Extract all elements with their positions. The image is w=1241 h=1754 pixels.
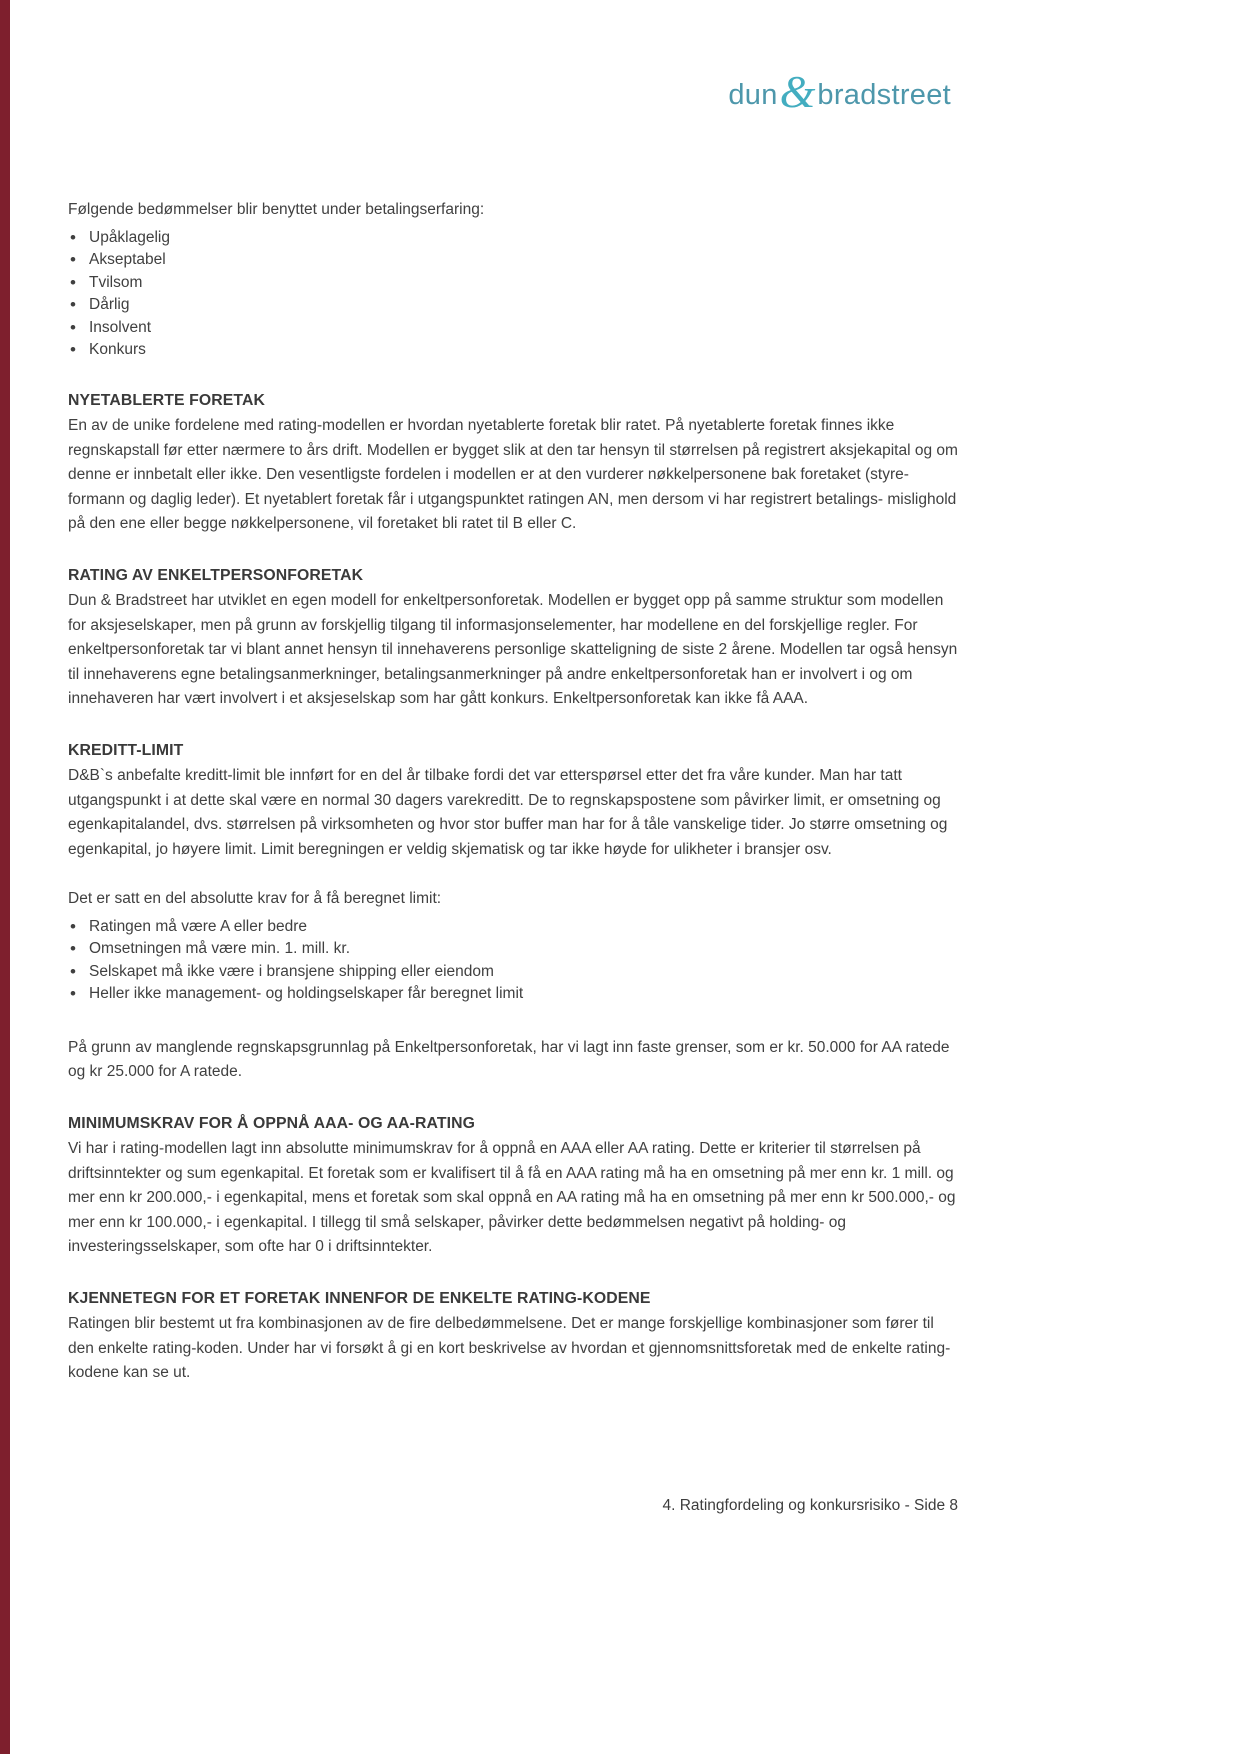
section-paragraph: D&B`s anbefalte kreditt-limit ble innført for en del år tilbake fordi det var etterspørsel etter det fra våre kunder. Man har tatt utgangspunkt i at dette skal være en normal 30 dagers varekreditt. De to regnskapspostene som påvirker limit, er omsetning og egenkapitalandel, dvs. størrelsen på virksomheten og hvor stor buffer man har for å tåle vanskelige tider. Jo større omsetning og egenkapital, jo høyere limit. Limit beregningen er veldig skjematisk og tar ikke høyde for ulikheter i bransjer osv. xyxy=(68,767,948,858)
section-minimumskrav xyxy=(68,1112,958,1260)
section-paragraph: Dun & Bradstreet har utviklet en egen modell for enkeltpersonforetak. Modellen er bygget opp på samme struktur som modellen for aksjeselskaper, men på grunn av forskjellig tilgang til informasjonselementer, har modellene en del forskjellige regler. For enkeltpersonforetak tar vi blant annet hensyn til innehaverens personlige skatteligning de siste 2 årene. Modellen tar også hensyn til innehaverens egne betalingsanmerkninger, betalingsanmerkninger på andre enkeltpersonforetak han er involvert i og om innehaveren har vært involvert i et aksjeselskap som har gått konkurs. Enkeltpersonforetak kan ikke få AAA. xyxy=(68,592,958,707)
logo-text-dun: dun xyxy=(728,79,778,111)
section-heading: KREDITT-LIMIT xyxy=(68,741,184,759)
section-kreditt-limit xyxy=(68,739,958,863)
list-item: • Omsetningen må være min. 1. mill. kr. xyxy=(70,938,958,961)
section-heading: MINIMUMSKRAV FOR Å OPPNÅ AAA- OG AA-RATING xyxy=(68,1114,475,1132)
list-item: • Upåklagelig xyxy=(70,227,958,250)
list-item: • Dårlig xyxy=(70,294,958,317)
section-paragraph: Vi har i rating-modellen lagt inn absolutte minimumskrav for å oppnå en AAA eller AA rating. Dette er kriterier til størrelsen på driftsinntekter og sum egenkapital. Et foretak som er kvalifisert til å få en AAA rating må ha en omsetning på mer enn kr. 1 mill. og mer enn kr 200.000,- i egenkapital, mens et foretak som skal oppnå en AA rating må ha en omsetning på mer enn kr 500.000,- og mer enn kr 100.000,- i egenkapital. I tillegg til små selskaper, påvirker dette bedømmelsen negativt på holding- og investeringsselskaper, som ofte har 0 i driftsinntekter. xyxy=(68,1140,956,1255)
limit-requirements-lead: Det er satt en del absolutte krav for å få beregnet limit: xyxy=(68,890,442,907)
list-item: • Akseptabel xyxy=(70,249,958,272)
limit-requirements xyxy=(68,887,958,1006)
dun-bradstreet-logo xyxy=(728,62,951,115)
section-heading: NYETABLERTE FORETAK xyxy=(68,391,266,409)
limit-requirements-list xyxy=(70,916,958,1006)
list-item: • Ratingen må være A eller bedre xyxy=(70,916,958,939)
list-item: • Heller ikke management- og holdingselskaper får beregnet limit xyxy=(70,983,958,1006)
document-content xyxy=(68,198,958,1386)
logo-text-bradstreet: bradstreet xyxy=(817,79,951,111)
list-item: • Tvilsom xyxy=(70,272,958,295)
footer-text: 4. Ratingfordeling og konkursrisiko - Side 8 xyxy=(662,1497,958,1514)
left-accent-bar xyxy=(0,0,10,1754)
payment-experience-lead: Følgende bedømmelser blir benyttet under betalingserfaring: xyxy=(68,201,485,218)
section-heading: RATING AV ENKELTPERSONFORETAK xyxy=(68,566,364,584)
list-item: • Konkurs xyxy=(70,339,958,362)
section-rating-enkeltpersonforetak xyxy=(68,564,958,712)
section-paragraph: En av de unike fordelene med rating-modellen er hvordan nyetablerte foretak blir ratet. På nyetablerte foretak finnes ikke regnskapstall før etter nærmere to års drift. Modellen er bygget slik at den tar hensyn til størrelsen på registrert aksjekapital og om denne er innbetalt eller ikke. Den vesentligste fordelen i modellen er at den vurderer nøkkelpersonene bak foretaket (styre- formann og daglig leder). Et nyetablert foretak får i utgangspunktet ratingen AN, men dersom vi har registrert betalings- mislighold på den ene eller begge nøkkelpersonene, vil foretaket bli ratet til B eller C. xyxy=(68,417,958,532)
section-heading: KJENNETEGN FOR ET FORETAK INNENFOR DE ENKELTE RATING-KODENE xyxy=(68,1289,651,1307)
fixed-limits-note: På grunn av manglende regnskapsgrunnlag på Enkeltpersonforetak, har vi lagt inn faste grenser, som er kr. 50.000 for AA ratede og kr 25.000 for A ratede. xyxy=(68,1038,950,1080)
logo-ampersand-icon: & xyxy=(779,66,816,117)
page-footer xyxy=(68,1497,958,1515)
section-paragraph: Ratingen blir bestemt ut fra kombinasjonen av de fire delbedømmelsene. Det er mange forskjellige kombinasjoner som fører til den enkelte rating-koden. Under har vi forsøkt å gi en kort beskrivelse av hvordan et gjennomsnittsforetak med de enkelte rating-kodene kan se ut. xyxy=(68,1315,951,1381)
list-item: • Insolvent xyxy=(70,317,958,340)
payment-grades-list xyxy=(70,227,958,362)
section-nyetablerte-foretak xyxy=(68,389,958,537)
section-kjennetegn xyxy=(68,1287,958,1386)
list-item: • Selskapet må ikke være i bransjene shipping eller eiendom xyxy=(70,961,958,984)
